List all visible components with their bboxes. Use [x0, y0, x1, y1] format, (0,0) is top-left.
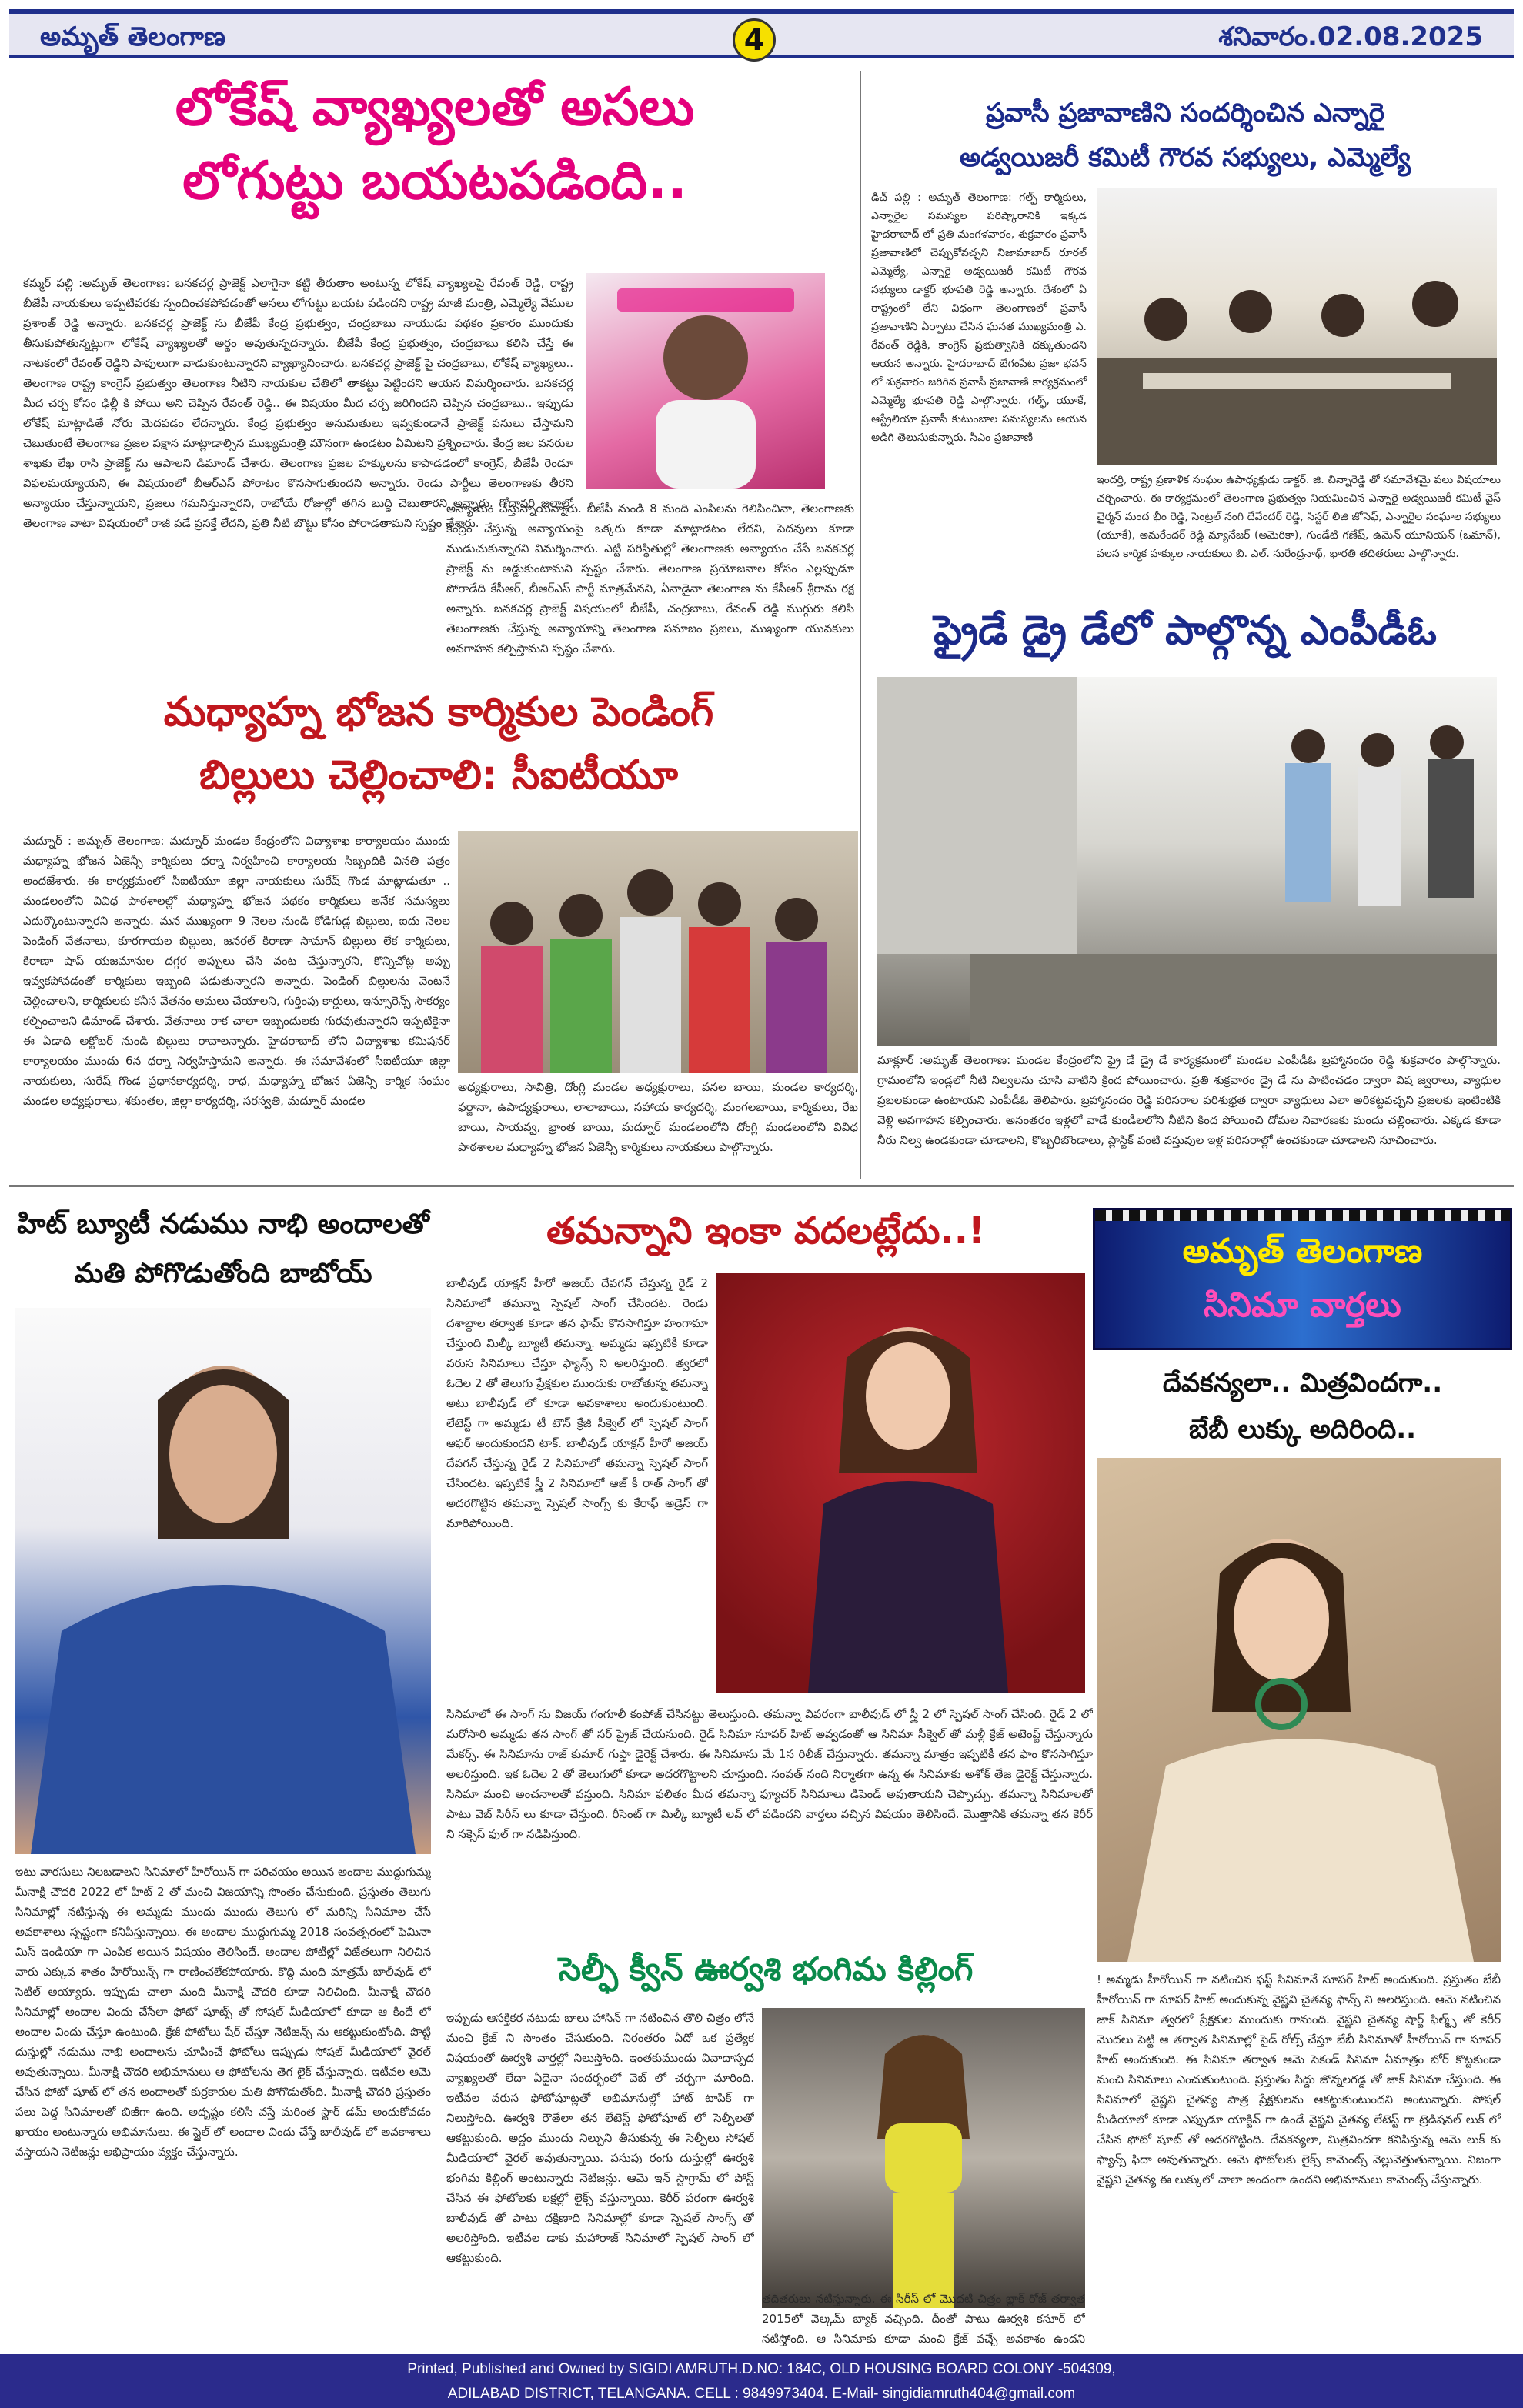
story1-headline: లోకేష్ వ్యాఖ్యలతో అసలు లోగుట్టు బయటపడింది.. — [175, 77, 695, 212]
cinema2-photo — [716, 1273, 1085, 1693]
banner-paper-name: అమృత్ తెలంగాణ — [1182, 1232, 1423, 1271]
cinema1-body: ఇటు వారసులు నిలబడాలని సినిమాలో హీరోయిన్ గా పరిచయం అయిన అందాల ముద్దుగుమ్మ మీనాక్షి చౌదరి 2022 లో హిట్ 2 తో మంచి విజయాన్ని సొంతం చేసుకుంది. ప్రస్తుతం తెలుగు సినిమాల్లో నటిస్తున్న ఈ అమ్మడు ముందు ముందు తెలుగు లో మరిన్ని సినిమాల చేసే అవకాశాలు స్పష్టంగా కనిపిస్తున్నాయి. ఈ అందాల ముద్దుగుమ్మ 2018 సంవత్సరంలో ఫెమినా మిస్ ఇండియా గా ఎంపిక అయిన విషయం తెలిసిందే. అందాల పోటీల్లో విజేతలుగా నిలిచిన వారు ఎక్కువ శాతం హీరోయిన్స్ గా రాణించలేకపోయారు. కొద్ది మంది మాత్రమే బాలీవుడ్ లో సెటిల్ అయ్యారు. ఇప్పుడు చాలా మంది మీనాక్షి చౌదరి కూడా నిలిచింది. మీనాక్షి చౌదరి సినిమాల్లో అందాల విందు చేసేలా ఫోటో షూట్స్ తో సోషల్ మీడియాలో కూడా ఆ కిందే లో అందాల విందు చేస్తూ ఉంటుంది. క్రేజీ ఫోటోలు షేర్ చేస్తూ నెటిజన్స్ ను ఆకట్టుకుంటోంది. పొట్టి దుస్తుల్లో నడుము నాభి అందాలను చూపించే ఫోటోలు ఇప్పుడు సోషల్ మీడియాలో వైరల్ అవుతున్నాయి. మీనాక్షి చౌదరి అభిమానులు ఆ ఫోటోలను తెగ లైక్ చేస్తున్నారు. ఇటీవల ఆమె చేసిన ఫోటో షూట్ లో తన అందాలతో కుర్రకారుల మతి పోగొడుతోంది. మీనాక్షి చౌదరి ప్రస్తుతం పలు పెద్ద సినిమాలతో బిజీగా ఉంది. అదృష్టం కలిసి వస్తే మరింత స్టార్ డమ్ అందుకోవడం ఖాయం అంటున్నారు అభిమానులు. ఈ స్టైల్ లో అందాల విందు చేస్తే బాలీవుడ్ లో అవకాశాలు వస్తాయని నెటిజన్లు అభిప్రాయం వ్యక్తం చేస్తున్నారు. — [15, 1865, 431, 2159]
story3-body: మాక్లూర్ :అమృత్ తెలంగాణ: మండల కేంద్రంలోని ఫ్రై డే డ్రై డే కార్యక్రమంలో మండల ఎంపీడీఓ బ్రహ్మానందం రెడ్డి శుక్రవారం పాల్గొన్నారు. గ్రామంలోని ఇండ్లలో నీటి నిల్వలను చూసి వాటిని క్రింద పోయించారు. ప్రతి శుక్రవారం డ్రై డే ను పాటించడం ద్వారా విష జ్వరాలు, వ్యాధుల ప్రబలకుండా ఉంటాయని ఎంపీడీఓ తెలిపారు. బ్రహ్మానందం రెడ్డి పరిసరాల పరిశుభ్రత ద్వారా వ్యాధులు ఎలా అరికట్టవచ్చని ప్రజలకు ఇంటింటికి వెళ్లి అవగాహన కల్పించారు. అనంతరం ఇళ్లలో వాడే కుండీలలోని నీటిని కింద పోయించి దోమల నివారణకు మందు చల్లించారు. ఎక్కడ కూడా నీరు నిల్వ ఉండకుండా చూడాలని, కొబ్బరిబొండాలు, ప్లాస్టిక్ వంటి వస్తువుల ఇళ్ల పరిసరాల్లో ఉంచకుండా చూడాలని సూచించారు. — [877, 1053, 1501, 1147]
cinema-banner — [1093, 1208, 1512, 1350]
paper-name: అమృత్ తెలంగాణ — [40, 22, 225, 52]
tamannaah-photo-icon — [716, 1273, 1085, 1693]
page-number: 4 — [733, 18, 776, 62]
story4-body-continued: అధ్యక్షురాలు, సావిత్రి, దోంగ్లి మండల అధ్యక్షురాలు, వనల బాయి, మండల కార్యదర్శి, ఫర్జానా, ఉపాధ్యక్షురాలు, లాలాబాయి, సహాయ కార్యదర్శి, మంగలబాయి, కార్మికులు, రేఖ బాయి, సాయవ్వ, భ్రాంత బాయి, మద్నూర్ మండలంలోని దోంగ్లి మండలంలోని వివిధ పాఠశాలల మధ్యాహ్న భోజన ఏజెన్సీ కార్మికులు నాయకులు పాల్గొన్నారు. — [458, 1080, 858, 1154]
story2-headline: ప్రవాసీ ప్రజావాణిని సందర్శించిన ఎన్నారై అడ్వయిజరీ కమిటీ గౌరవ సభ్యులు, ఎమ్మెల్యే — [960, 98, 1411, 173]
cinema4-photo — [762, 2008, 1085, 2308]
story4-body: మద్నూర్ : అమృత్ తెలంగాణ: మద్నూర్ మండల కేంద్రంలోని విద్యాశాఖ కార్యాలయం ముందు మధ్యాహ్న భోజన ఏజెన్సీ కార్మికులు ధర్నా నిర్వహించి కార్యాలయ సిబ్బందికి వినతి పత్రం అందజేశారు. ఈ కార్యక్రమంలో సీఐటీయూ జిల్లా నాయకులు సురేష్ గొండ మాట్లాడుతూ .. మండలంలోని వివిధ పాఠశాలల్లో మధ్యాహ్న భోజన పథకం కార్మికులు అనేక సమస్యలు ఎదుర్కొంటున్నారని అన్నారు. మన ముఖ్యంగా 9 నెలల నుండి కోడిగుడ్ల బిల్లులు, ఐదు నెలల పెండింగ్ వేతనాలు, కూరగాయల బిల్లులు, జనరల్ కిరాణా సామాన్ బిల్లులు లేక కార్మికులు, కిరాణా షాప్ యజమానుల దగ్గర అప్పులు చేసి వంట చేస్తున్నారని, కొన్నిచోట్ల అప్పు ఇవ్వకపోవడంతో కార్మికులు ఇబ్బంది పడుతున్నారని అన్నారు. పెండింగ్ బిల్లులను వెంటనే చెల్లించాలని, కార్మికులకు కనీస వేతనం అమలు చేయాలని, గుర్తింపు కార్డులు, ఇన్సూరెన్స్ సౌకర్యం కల్పించాలని డిమాండ్ చేశారు. వేతనాలు రాక చాలా ఇబ్బందులకు గురవుతున్నారని ఇప్పటికైనా ఈ ఏడాది అక్టోబర్ నుండి బిల్లులు రావాలన్నారు. హైదరాబాద్ లోని విద్యాశాఖ కమిషనర్ కార్యాలయం ముందు 6న ధర్నా నిర్వహిస్తామని అన్నారు. ఈ సమావేశంలో సీఐటీయూ జిల్లా నాయకులు, సురేష్ గొండ ప్రధానకార్యదర్శి, రాధ, మధ్యాహ్న భోజన ఏజెన్సీ కార్మిక సంఘం మండల అధ్యక్షురాలు, శకుంతల, జిల్లా కార్యదర్శి, సరస్వతి, మద్నూర్ మండల — [23, 834, 450, 1108]
story2-photo — [1097, 188, 1497, 465]
story3-headline: ఫ్రైడే డ్రై డేలో పాల్గొన్న ఎంపీడీఓ — [934, 608, 1437, 654]
cinema4-body: ఇప్పుడు ఆసక్తికర నటుడు బాలు హాసిన్ గా నటించిన తొలి చిత్రం లోనే మంచి క్రేజ్ ని సొంతం చేసుకుంది. నిరంతరం ఏదో ఒక ప్రత్యేక విషయంతో ఊర్వశీ వార్తల్లో నిలుస్తోంది. ఇంతకుముందు వివాదాస్పద వ్యాఖ్యలతో లేదా ఏదైనా సందర్భంలో వెబ్ లో చర్చగా మారింది. ఇటీవల వరుస ఫోటోషూట్లతో అభిమానుల్లో హాట్ టాపిక్ గా నిలుస్తోంది. ఊర్వశి రౌతేలా తన లేటెస్ట్ ఫోటోషూట్ లో సెల్ఫీలతో ఆకట్టుకుంది. అద్దం ముందు నిల్చుని తీసుకున్న ఈ సెల్ఫీలు సోషల్ మీడియాలో వైరల్ అవుతున్నాయి. పసుపు రంగు దుస్తుల్లో ఊర్వశి భంగిమ కిల్లింగ్ అంటున్నారు నెటిజన్లు. ఆమె ఇన్ స్టాగ్రామ్ లో పోస్ట్ చేసిన ఈ ఫోటోలకు లక్షల్లో లైక్స్ వస్తున్నాయి. కెరీర్ పరంగా ఊర్వశి బాలీవుడ్ తో పాటు దక్షిణాది సినిమాల్లో కూడా స్పెషల్ సాంగ్స్ తో అలరిస్తోంది. ఇటీవల డాకు మహారాజ్ సినిమాలో స్పెషల్ సాంగ్ లో ఆకట్టుకుంది. — [446, 2011, 754, 2265]
vaishnavi-photo-icon — [1097, 1458, 1501, 1962]
cinema1-headline: హిట్ బ్యూటీ నడుము నాభి అందాలతో మతి పోగొడుతోంది బాబోయ్ — [17, 1209, 429, 1289]
story4-headline: మధ్యాహ్న భోజన కార్మికుల పెండింగ్ బిల్లులు చెల్లించాలి: సీఐటీయూ — [163, 689, 714, 799]
meeting-photo-icon — [1097, 188, 1497, 465]
cinema2-body-continued: సినిమాలో ఈ సాంగ్ ను విజయ్ గంగూలీ కంపోజ్ చేసినట్టు తెలుస్తుంది. తమన్నా వివరంగా బాలీవుడ్ లో స్త్రీ 2 లో స్పెషల్ సాంగ్ చేసింది. రైడ్ 2 లో మరోసారి అమ్మడు తన సాంగ్ తో సర్ ప్రైజ్ చేయనుంది. రైడ్ సినిమా సూపర్ హిట్ అవ్వడంతో ఆ సినిమా సీక్వెల్ తో మళ్లీ క్రేజ్ అటెంప్ట్ చేస్తున్నారు మేకర్స్. ఈ సినిమాను రాజ్ కుమార్ గుప్తా డైరెక్ట్ చేశారు. ఈ సినిమాను మే 1న రిలీజ్ చేస్తున్నారు. తమన్నా మాత్రం ఇప్పటికీ తన ఫాం కొనసాగిస్తూ అలరిస్తుంది. ఇక ఓదెల 2 తో తెలుగులో కూడా అదరగొట్టాలని చూస్తుంది. సంపత్ నంది నిర్మాతగా ఉన్న ఈ సినిమాకు అశోక్ తేజ డైరెక్ట్ చేస్తున్నారు. సినిమా మంచి అంచనాలతో వస్తుంది. సినిమా ఫలితం మీద తమన్నా ఫ్యూచర్ సినిమాలు డిపెండ్ అవుతాయని చెప్పొచ్చు. తమన్నా సినిమాలతో పాటు వెబ్ సిరీస్ లు కూడా చేస్తుంది. రీసెంట్ గా మిల్కీ బ్యూటీ లవ్ లో పడిందని వార్తలు వచ్చిన విషయం తెలిసిందే. మొత్తానికి తమన్నా తన కెరీర్ ని సక్సెస్ ఫుల్ గా నడిపిస్తుంది. — [446, 1707, 1093, 1841]
footer-line-1: Printed, Published and Owned by SIGIDI AMRUTH.D.NO: 184C, OLD HOUSING BOARD COLONY -504309, — [407, 2361, 1116, 2377]
cinema2-headline: తమన్నాని ఇంకా వదలట్లేదు..! — [546, 1209, 985, 1252]
story1-body-continued: అన్యాయం చేస్తున్నాయన్నారు. బీజేపీ నుండి 8 మంది ఎంపిలను గెలిపించినా, తెలంగాణకు కేంద్రం చేస్తున్న అన్యాయంపై ఒక్కరు కూడా మాట్లాడటం లేదని, పెదవులు కూడా ముడుచుకున్నారని విమర్శించారు. ఎట్టి పరిస్థితుల్లో తెలంగాణకు అన్యాయం చేసే బనకచర్ల ప్రాజెక్ట్ ను అడ్డుకుంటామని స్పష్టం చేశారు. తెలంగాణ ప్రయోజనాల కోసం ఎల్లప్పుడూ పోరాడేది కేసీఆర్, బీఆర్ఎస్ పార్టీ మాత్రమేనని, ఏనాడైనా తెలంగాణ ను కేసీఆర్ శ్రీరామ రక్ష అన్నారు. బనకచర్ల ప్రాజెక్ట్ విషయంలో బీజేపీ, చంద్రబాబు, రేవంత్ రెడ్డి ముగ్గురు కలిసి తెలంగాణకు చేస్తున్న అన్యాయాన్ని తెలంగాణ సమాజం ప్రజలు, ముఖ్యంగా యువకులు అవగాహన కల్పిస్తామని స్పష్టం చేశారు. — [446, 502, 854, 655]
story1-body: కమ్మర్ పల్లి :అమృత్ తెలంగాణ: బనకచర్ల ప్రాజెక్ట్ ఎలాగైనా కట్టి తీరుతాం అంటున్న లోకేష్ వ్యాఖ్యలపై రేవంత్ రెడ్డి, రాష్ట్ర బీజేపీ నాయకులు ఇప్పటివరకు స్పందించకపోవడంతో అసలు లోగుట్టు బయట పడిందని రాష్ట్ర మాజీ మంత్రి, ఎమ్మెల్యే వేముల ప్రశాంత్ రెడ్డి అన్నారు. బనకచర్ల ప్రాజెక్ట్ ను బీజేపీ కేంద్ర ప్రభుత్వం, చంద్రబాబు నాయుడు పథకం ప్రకారం ముందుకు తీసుకుపోతున్నట్లుగా లోకేష్ వ్యాఖ్యలతో అర్థం అవుతున్నదన్నారు. బీజేపీ కేంద్ర ప్రభుత్వం, చంద్రబాబు కలిసి చేస్తే ఈ నాటకంలో రేవంత్ రెడ్డిని పావులుగా వాడుకుంటున్నారని వ్యాఖ్యానించారు. బనకచర్ల ప్రాజెక్ట్ పై చంద్రబాబు, లోకేష్ వ్యాఖ్యలు.. తెలంగాణ రాష్ట్ర కాంగ్రెస్ ప్రభుత్వం తెలంగాణ నీటిని నాయకుల చేతిలో తాకట్టు పెట్టిందని ఆయన విమర్శించారు. బనకచర్ల మీద చర్చ కోసం ఢిల్లీ కి పోయి అని చెప్పిన రేవంత్ రెడ్డి.. ఈ విషయం మీద చర్చ జరిగిందని చెప్పిన చంద్రబాబు.. ఇప్పుడు లోకేష్ మాట్లాడితే నోరు మెదపడం లేదన్నారు. కేంద్ర ప్రభుత్వం అనుమతులు ఇవ్వకుండానే ప్రాజెక్ట్ పనులు చేస్తామని చెబుతుంటే తెలంగాణ ప్రజల పక్షాన మాట్లాడాల్సిన ముఖ్యమంత్రి మౌనంగా ఉండటం ఏమిటని ప్రశ్నించారు. కేంద్ర జల వనరుల శాఖకు లేఖ రాసి ప్రాజెక్ట్ ను ఆపాలని డిమాండ్ చేశారు. తెలంగాణ ప్రజల హక్కులను కాపాడడంలో కాంగ్రెస్, బీజేపీ రెండూ విఫలమయ్యాయని, ఈ విషయంలో బీఆర్ఎస్ పోరాటం కొనసాగుతుందని అన్నారు. రెండు పార్టీలు తెలంగాణకు తీరని అన్యాయం చేస్తున్నాయని, ప్రజలు గమనిస్తున్నారని, రాబోయే రోజుల్లో తగిన బుద్ధి చెబుతారని అన్నారు. గోదావరి జలాల్లో తెలంగాణ వాటా విషయంలో రాజీ పడే ప్రసక్తే లేదని, ప్రతి నీటి బొట్టు కోసం పోరాడతామని స్పష్టం చేశారు. — [23, 276, 573, 530]
story3-photo — [877, 677, 1497, 1046]
section-divider — [9, 1185, 1514, 1187]
column-divider — [860, 71, 861, 1179]
cinema4-headline: సెల్ఫీ క్వీన్ ఊర్వశి భంగిమ కిల్లింగ్ — [558, 1950, 974, 1988]
story4-photo — [458, 831, 858, 1073]
story2-body: డిచ్ పల్లి : అమృత్ తెలంగాణ: గల్ఫ్ కార్మికులు, ఎన్నారైల సమస్యల పరిష్కారానికి ఇక్కడ హైదరాబాద్ లో ప్రతి మంగళవారం, శుక్రవారం ప్రవాసీ ప్రజావాణిలో చెప్పుకోవచ్చని నిజామాబాద్ రూరల్ ఎమ్మెల్యే, ఎన్నారై అడ్వయిజరీ కమిటీ గౌరవ సభ్యులు డాక్టర్ భూపతి రెడ్డి అన్నారు. దేశంలో ఏ రాష్ట్రంలో లేని విధంగా తెలంగాణలో ప్రవాసీ ప్రజావాణిని ఏర్పాటు చేసిన ఘనత ముఖ్యమంత్రి ఎ. రేవంత్ రెడ్డికి, కాంగ్రెస్ ప్రభుత్వానికి దక్కుతుందని ఆయన అన్నారు. హైదరాబాద్ బేగంపేట ప్రజా భవన్ లో శుక్రవారం జరిగిన ప్రవాసీ ప్రజావాణి కార్యక్రమంలో ఎమ్మెల్యే భూపతి రెడ్డి పాల్గొన్నారు. గల్ఫ్, యూకే, ఆస్ట్రేలియా ప్రవాసీ కుటుంబాల సమస్యలను ఆయన అడిగి తెలుసుకున్నారు. సీఎం ప్రజావాణి — [871, 192, 1087, 444]
masthead — [9, 9, 1514, 58]
story1-photo — [586, 273, 825, 489]
dry-day-photo-icon — [877, 677, 1497, 1046]
issue-date: శనివారం.02.08.2025 — [1218, 22, 1483, 52]
footer-line-2: ADILABAD DISTRICT, TELANGANA. CELL : 9849973404. E-Mail- singidiamruth404@gmail.com — [447, 2386, 1076, 2402]
footer-imprint — [0, 2354, 1523, 2408]
cinema3-body: ! అమ్మడు హీరోయిన్ గా నటించిన ఫస్ట్ సినిమానే సూపర్ హిట్ అందుకుంది. ప్రస్తుతం బేబీ హీరోయిన్ గా సూపర్ హిట్ అందుకున్న వైష్ణవి చైతన్య ఫాన్స్ ని అలరిస్తుంది. ఆమె నటించిన జాక్ సినిమా త్వరలో ప్రేక్షకుల ముందుకు రానుంది. వైష్ణవి చైతన్య షార్ట్ ఫిల్మ్స్ తో కెరీర్ మొదలు పెట్టి ఆ తర్వాత సినిమాల్లో సైడ్ రోల్స్ చేస్తూ బేబీ సినిమాతో హీరోయిన్ గా సూపర్ హిట్ అందుకుంది. ఈ సినిమా తర్వాత ఆమె సెకండ్ సినిమా ఏమాత్రం బోర్ కొట్టకుండా మంచి సినిమాలు ఎంచుకుంటుంది. ప్రస్తుతం సిద్దు జొన్నలగడ్డ తో జాక్ సినిమా చేస్తుంది. ఈ సినిమాలో వైష్ణవి చైతన్య పాత్ర ప్రేక్షకులను ఆకట్టుకుంటుందని అంటున్నారు. సోషల్ మీడియాలో కూడా ఎప్పుడూ యాక్టివ్ గా ఉండే వైష్ణవి చైతన్య లేటెస్ట్ గా ట్రెడిషనల్ లుక్ లో చేసిన ఫోటో షూట్ తో అదరగొట్టింది. దేవకన్యలా, మిత్రవిందగా కనిపిస్తున్న ఆమె లుక్ కు ఫ్యాన్స్ ఫిదా అవుతున్నారు. ఆమె ఫోటోలకు లైక్స్ కామెంట్స్ వెల్లువెత్తుతున్నాయి. నిజంగా వైష్ణవి చైతన్య ఈ లుక్కులో చాలా అందంగా ఉందని అభిమానులు కామెంట్స్ చేస్తున్నారు. — [1097, 1973, 1501, 2186]
cinema4-body-continued: తదితరులు నటిస్తున్నారు. ఈ సిరీస్ లో మొదటి చిత్రం బ్లాక్ రోజ్ తర్వాత 2015లో వెల్కమ్ బ్యాక్ వచ్చింది. దీంతో పాటు ఊర్వశి కసూర్ లో నటిస్తోంది. ఆ సినిమాకు కూడా మంచి క్రేజ్ వచ్చే అవకాశం ఉందని — [762, 2292, 1085, 2346]
cinema3-photo — [1097, 1458, 1501, 1962]
story2-caption: ఇందర్తి, రాష్ట్ర ప్రణాళిక సంఘం ఉపాధ్యక్షుడు డాక్టర్. జి. చిన్నారెడ్డి తో సమావేశమై పలు విషయాలు చర్చించారు. ఈ కార్యక్రమంలో తెలంగాణ ప్రభుత్వం నియమించిన ఎన్నారై అడ్వయిజరీ కమిటీ వైస్ చైర్మన్ మంద భీం రెడ్డి, సెంట్రల్ నంగి దేవేందర్ రెడ్డి, సిస్టర్ లిజి జోసెఫ్, ఎన్నారైల సంఘాల సభ్యులు (యూకే), అమరేందర్ రెడ్డి మ్యానేజర్ (అమెరికా), గుండేటి గణేష్, ఉమెన్ యూనియన్ (ఒమాన్), వలస కార్మిక హక్కుల నాయకులు బి. ఎల్. సురేంద్రనాథ్, భారతి తదితరులు పాల్గొన్నారు. — [1097, 474, 1501, 560]
banner-section-name: సినిమా వార్తలు — [1204, 1286, 1401, 1325]
actress-photo-icon — [15, 1308, 431, 1854]
politician-photo-icon — [586, 273, 825, 489]
cinema2-body: బాలీవుడ్ యాక్షన్ హీరో అజయ్ దేవగన్ చేస్తున్న రైడ్ 2 సినిమాలో తమన్నా స్పెషల్ సాంగ్ చేసిందట. రెండు దశాబ్దాల తర్వాత కూడా తన ఫామ్ కొనసాగిస్తూ హంగామా చేస్తుంది మిల్కీ బ్యూటీ తమన్నా. అమ్మడు ఇప్పటికీ కూడా వరుస సినిమాలు చేస్తూ ఫ్యాన్స్ ని అలరిస్తుంది. త్వరలో ఓదెల 2 తో తెలుగు ప్రేక్షకుల ముందుకు రాబోతున్న తమన్నా అటు బాలీవుడ్ లో కూడా అవకాశాలు అందుకుంటుంది. లేటెస్ట్ గా అమ్మడు టీ టౌన్ క్రేజీ సీక్వెల్ లో స్పెషల్ సాంగ్ ఆఫర్ అందుకుందని టాక్. బాలీవుడ్ యాక్షన్ హీరో అజయ్ దేవగన్ చేస్తున్న రైడ్ 2 సినిమాలో తమన్నా స్పెషల్ సాంగ్ చేసిందట. ఇప్పటికే స్త్రీ 2 సినిమాలో ఆజ్ కీ రాత్ సాంగ్ తో అదరగొట్టిన తమన్నా స్పెషల్ సాంగ్స్ కు కేరాఫ్ అడ్రెస్ గా మారిపోయింది. — [446, 1276, 708, 1530]
urvashi-photo-icon — [762, 2008, 1085, 2308]
cinema1-photo — [15, 1308, 431, 1854]
film-strip-top — [1095, 1210, 1510, 1221]
cinema3-headline: దేవకన్యలా.. మిత్రవిందగా.. బేబీ లుక్కు అదిరింది.. — [1162, 1368, 1443, 1445]
protest-photo-icon — [458, 831, 858, 1073]
